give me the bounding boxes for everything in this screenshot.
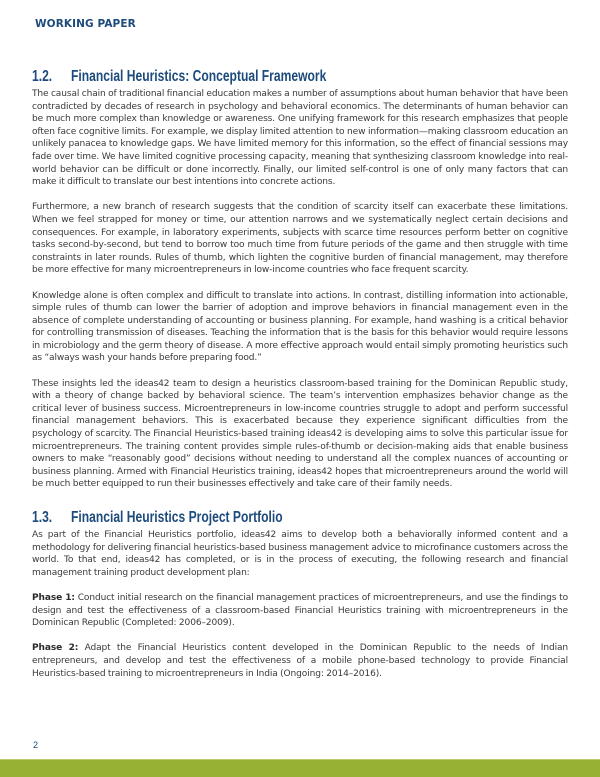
section-heading-1-2 [32,66,450,88]
working-paper-label: WORKING PAPER [35,18,136,30]
page-number: 2 [33,740,39,750]
paragraph: The causal chain of traditional financial education makes a number of assumptions about human behavior that have been contradicted by decades of research in psychology and behavioral economics. The determinants of human behavior can be much more complex than knowledge or awareness. One unifying framework for this research emphasizes that people often face cognitive limits. For example, we display limited attention to new information—making classroom education an unlikely panacea to knowledge gaps. We have limited memory for this information, so the effect of financial sessions may fade over time. We have limited cognitive processing capacity, meaning that synthesizing classroom knowledge into real-world behavior can be difficult or done incorrectly. Finally, our limited self-control is one of only many factors that can make it difficult to translate our best intentions into concrete actions. [32,89,568,188]
phase-1-paragraph [32,592,568,630]
footer-band [0,759,600,777]
paragraph: As part of the Financial Heuristics portfolio, ideas42 aims to develop both a behaviorally informed content and a methodology for delivering financial heuristics-based business management advice to microfinance customers across the world. To that end, ideas42 has completed, or is in the process of executing, the following research and financial management training product development plan: [32,530,568,578]
document-body [32,66,568,680]
section-heading-1-3 [32,507,450,529]
phase-2-paragraph [32,642,568,680]
phase-text: Conduct initial research on the financial management practices of microentrepreneurs, and use the findings to design and test the effectiveness of a classroom-based Financial Heuristics training with microentrepreneurs in the Dominican Republic (Completed: 2006–2009). [32,592,569,629]
phase-label: Phase 1: [32,592,75,603]
paragraph: These insights led the ideas42 team to design a heuristics classroom-based training for the Dominican Republic study, with a theory of change backed by behavioral science. The team’s intervention emphasizes behavior change as the critical lever of business success. Microentrepreneurs in low-income countries struggle to adopt and perform successful financial management behaviors. This is exacerbated because they experience significant difficulties from the psychology of scarcity. The Financial Heuristics-based training ideas42 is developing aims to solve this particular issue for microentrepreneurs. The training content provides simple rules-of-thumb or decision-making aids that enable business owners to make “reasonably good” decisions without needing to understand all the complex nuances of accounting or business planning. Armed with Financial Heuristics training, ideas42 hopes that microentrepreneurs around the world will be much better equipped to run their businesses effectively and take care of their family needs. [32,378,568,490]
section-number: 1.3. [32,509,53,526]
section-number: 1.2. [32,68,53,85]
phase-label: Phase 2: [32,643,79,654]
phase-text: Adapt the Financial Heuristics content developed in the Dominican Republic to the needs of Indian entrepreneurs, and develop and test the effectiveness of a mobile phone-based technology to provide Financial Heuristics-based training to microentrepreneurs in India (Ongoing: 2014–2016). [32,643,569,679]
paragraph: Knowledge alone is often complex and difficult to translate into actions. In contrast, distilling information into actionable, simple rules of thumb can lower the barrier of adoption and improve behaviors in financial management even in the absence of complete understanding of accounting or business planning. For example, hand washing is a critical behavior for controlling transmission of diseases. Teaching the information that is the basis for this behavior would require lessons in microbiology and the germ theory of disease. A more effective approach would entail simply promoting heuristics such as “always wash your hands before preparing food.” [32,290,568,364]
paragraph: Furthermore, a new branch of research suggests that the condition of scarcity itself can exacerbate these limitations. When we feel strapped for money or time, our attention narrows and we systematically neglect certain decisions and consequences. For example, in laboratory experiments, subjects with scarce time resources perform better on cognitive tasks second-by-second, but tend to borrow too much time from future periods of the game and then struggle with time constraints in later rounds. Rules of thumb, which lighten the cognitive burden of financial management, may therefore be more effective for many microentrepreneurs in low-income countries who face frequent scarcity. [32,202,568,276]
section-title: Financial Heuristics: Conceptual Framework [71,68,327,85]
section-title: Financial Heuristics Project Portfolio [71,509,283,526]
